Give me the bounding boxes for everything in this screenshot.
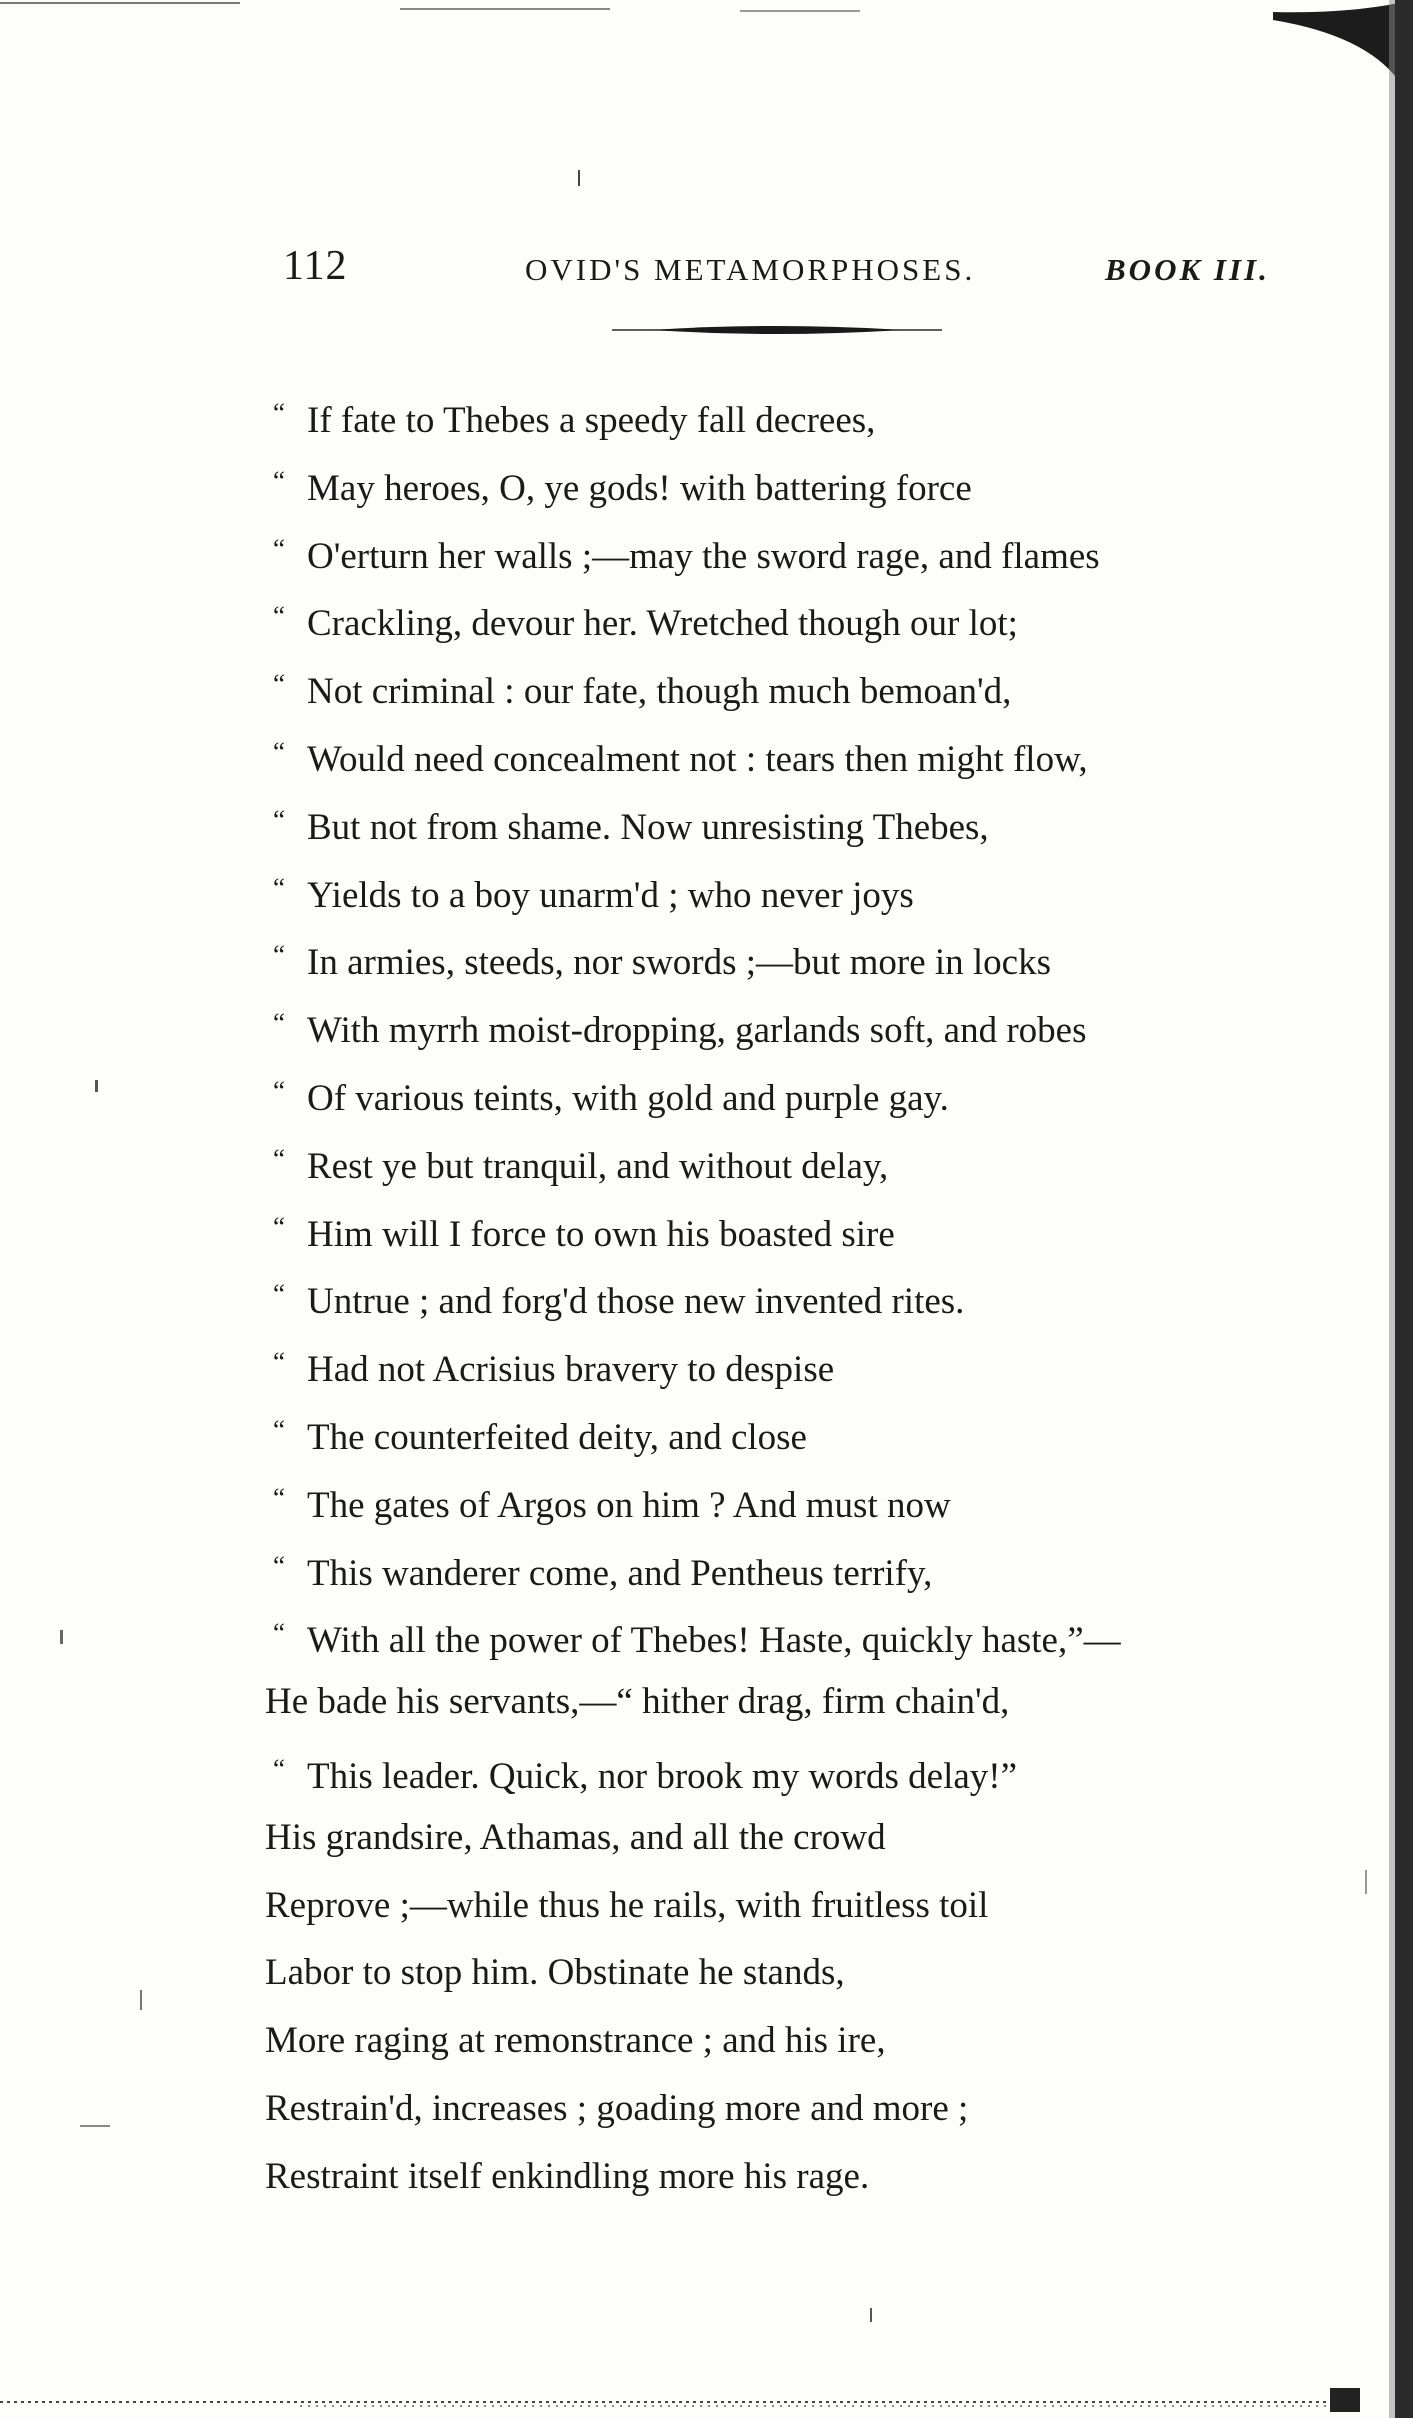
opening-quote-mark: “: [273, 1347, 285, 1378]
verse-line-text: In armies, steeds, nor swords ;—but more in locks: [307, 942, 1051, 984]
margin-speck: [95, 1080, 98, 1092]
margin-speck: [870, 2308, 872, 2322]
margin-speck: [1365, 1870, 1367, 1894]
verse-line: [265, 1329, 1315, 1397]
verse-line-text: Restrain'd, increases ; goading more and more ;: [265, 2087, 969, 2129]
top-edge-mark: [0, 2, 240, 4]
verse-line: [265, 1194, 1315, 1262]
verse-line-text: Crackling, devour her. Wretched though our lot;: [307, 603, 1018, 645]
stray-mark: [578, 170, 580, 186]
verse-line: [265, 787, 1315, 855]
verse-line: [265, 583, 1315, 651]
verse-line: [265, 1126, 1315, 1194]
verse-line-text: Restraint itself enkindling more his rage.: [265, 2155, 870, 2197]
opening-quote-mark: “: [273, 1143, 285, 1174]
verse-line-text: Not criminal : our fate, though much bemoan'd,: [307, 671, 1012, 713]
verse-line: [265, 516, 1315, 584]
verse-line: [265, 1397, 1315, 1465]
verse-line-text: This leader. Quick, nor brook my words delay!”: [307, 1755, 1018, 1797]
verse-line: [265, 2143, 1315, 2211]
verse-line-text: This wanderer come, and Pentheus terrify,: [307, 1552, 933, 1594]
verse-line-text: With all the power of Thebes! Haste, quickly haste,”—: [307, 1620, 1121, 1662]
verse-line: [265, 2007, 1315, 2075]
verse-line-text: His grandsire, Athamas, and all the crowd: [265, 1816, 886, 1858]
verse-line: [265, 1533, 1315, 1601]
bottom-edge-texture: [0, 2388, 1413, 2418]
verse-line: [265, 922, 1315, 990]
opening-quote-mark: “: [273, 1008, 285, 1039]
verse-line: [265, 1939, 1315, 2007]
verse-line-text: If fate to Thebes a speedy fall decrees,: [307, 400, 876, 441]
opening-quote-mark: “: [273, 736, 285, 767]
book-label: BOOK III.: [1105, 252, 1270, 287]
verse-line-text: Labor to stop him. Obstinate he stands,: [265, 1952, 845, 1994]
opening-quote-mark: “: [273, 1211, 285, 1242]
running-title: OVID'S METAMORPHOSES.: [525, 252, 976, 287]
verse-line-text: But not from shame. Now unresisting Thebes,: [307, 806, 989, 848]
verse-line: [265, 1058, 1315, 1126]
opening-quote-mark: “: [273, 1279, 285, 1310]
opening-quote-mark: “: [273, 601, 285, 632]
verse-line: [265, 2075, 1315, 2143]
verse-line-text: Yields to a boy unarm'd ; who never joys: [307, 874, 914, 916]
opening-quote-mark: “: [273, 1075, 285, 1106]
opening-quote-mark: “: [273, 940, 285, 971]
top-edge-mark: [740, 10, 860, 12]
verse-line-text: More raging at remonstrance ; and his ire,: [265, 2020, 886, 2062]
opening-quote-mark: “: [273, 1753, 285, 1784]
verse-line-text: Reprove ;—while thus he rails, with fruitless toil: [265, 1884, 989, 1926]
margin-speck: [140, 1990, 142, 2010]
running-head: [275, 242, 1305, 302]
verse-line: [265, 651, 1315, 719]
verse-line-text: Rest ye but tranquil, and without delay,: [307, 1145, 889, 1187]
verse-line: [265, 1736, 1315, 1804]
verse-line: [265, 1465, 1315, 1533]
verse-line: [265, 1600, 1315, 1668]
opening-quote-mark: “: [273, 533, 285, 564]
verse-line: [265, 1668, 1315, 1736]
verse-line-text: Untrue ; and forg'd those new invented rites.: [307, 1281, 965, 1323]
margin-speck: [80, 2125, 110, 2127]
verse-line-text: Him will I force to own his boasted sire: [307, 1213, 895, 1255]
opening-quote-mark: “: [273, 804, 285, 835]
verse-line-text: May heroes, O, ye gods! with battering force: [307, 467, 972, 509]
margin-speck: [60, 1630, 63, 1644]
verse-line: [265, 855, 1315, 923]
verse-line: [265, 1261, 1315, 1329]
verse-line-text: O'erturn her walls ;—may the sword rage, and flames: [307, 535, 1100, 577]
verse-line-text: Had not Acrisius bravery to despise: [307, 1349, 835, 1391]
verse-line: [265, 1804, 1315, 1872]
verse-line: [265, 1872, 1315, 1940]
verse-line-text: Of various teints, with gold and purple gay.: [307, 1077, 949, 1119]
verse-line-text: With myrrh moist-dropping, garlands soft, and robes: [307, 1010, 1087, 1052]
opening-quote-mark: “: [273, 1618, 285, 1649]
verse-line: [265, 719, 1315, 787]
opening-quote-mark: “: [273, 1414, 285, 1445]
opening-quote-mark: “: [273, 398, 285, 428]
opening-quote-mark: “: [273, 669, 285, 700]
top-edge-mark: [400, 8, 610, 10]
opening-quote-mark: “: [273, 1550, 285, 1581]
verse-block: [265, 380, 1315, 2211]
opening-quote-mark: “: [273, 872, 285, 903]
ornamental-rule: [612, 325, 942, 335]
verse-line-text: Would need concealment not : tears then might flow,: [307, 738, 1088, 780]
page-number: 112: [283, 243, 348, 289]
verse-line-text: The counterfeited deity, and close: [307, 1416, 807, 1458]
verse-line-text: He bade his servants,—“ hither drag, firm chain'd,: [265, 1681, 1010, 1723]
verse-line: [265, 380, 1315, 448]
verse-line-text: The gates of Argos on him ? And must now: [307, 1484, 951, 1526]
verse-line: [265, 990, 1315, 1058]
opening-quote-mark: “: [273, 1482, 285, 1513]
verse-line: [265, 448, 1315, 516]
opening-quote-mark: “: [273, 465, 285, 496]
